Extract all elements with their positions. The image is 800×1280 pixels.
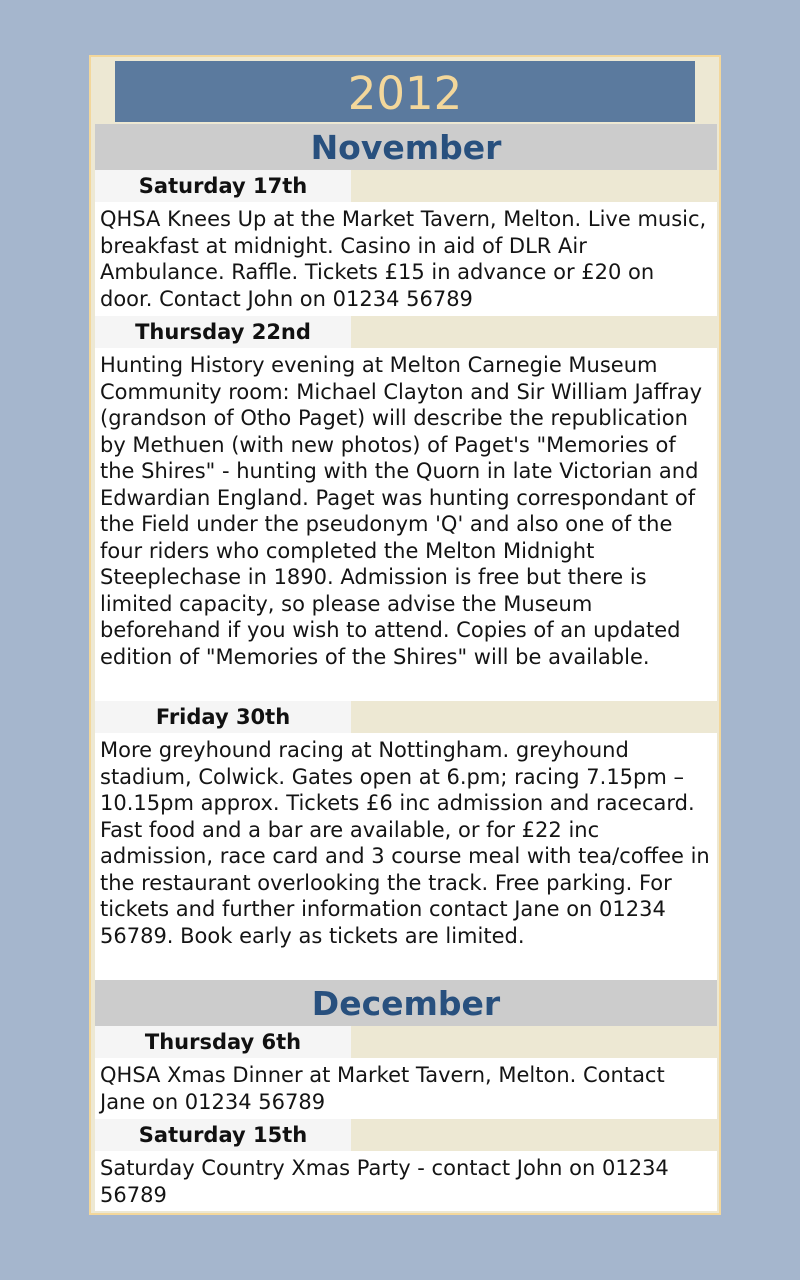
event-description: QHSA Knees Up at the Market Tavern, Melton. Live music, breakfast at midnight. Casino in aid of DLR Air Ambulance. Raffle. Tickets £15 in advance or £20 on door. Contact John on 01234 56789 bbox=[95, 202, 717, 316]
event-date: Saturday 15th bbox=[95, 1119, 351, 1151]
event-description: QHSA Xmas Dinner at Market Tavern, Melton. Contact Jane on 01234 56789 bbox=[95, 1058, 717, 1119]
event-date: Saturday 17th bbox=[95, 170, 351, 202]
event-date: Thursday 6th bbox=[95, 1026, 351, 1058]
event-date: Friday 30th bbox=[95, 701, 351, 733]
month-heading-november: November bbox=[95, 124, 717, 170]
year-heading: 2012 bbox=[115, 61, 695, 122]
event-description: More greyhound racing at Nottingham. greyhound stadium, Colwick. Gates open at 6.pm; racing 7.15pm – 10.15pm approx. Tickets £6 inc admission and racecard. Fast food and a bar are available, or for £22 inc admission, race card and 3 course meal with tea/coffee in the restaurant overlooking the track. Free parking. For tickets and further information contact Jane on 01234 56789. Book early as tickets are limited. bbox=[95, 733, 717, 980]
month-heading-december: December bbox=[95, 980, 717, 1026]
event-description: Hunting History evening at Melton Carnegie Museum Community room: Michael Clayton and Sir William Jaffray (grandson of Otho Paget) will describe the republication by Methuen (with new photos) of Paget's "Memories of the Shires" - hunting with the Quorn in late Victorian and Edwardian England. Paget was hunting correspondant of the Field under the pseudonym 'Q' and also one of the four riders who completed the Melton Midnight Steeplechase in 1890. Admission is free but there is limited capacity, so please advise the Museum beforehand if you wish to attend. Copies of an updated edition of "Memories of the Shires" will be available. bbox=[95, 348, 717, 701]
event-date: Thursday 22nd bbox=[95, 316, 351, 348]
event-description: Saturday Country Xmas Party - contact John on 01234 56789 bbox=[95, 1151, 717, 1211]
events-calendar-panel bbox=[89, 55, 721, 1215]
